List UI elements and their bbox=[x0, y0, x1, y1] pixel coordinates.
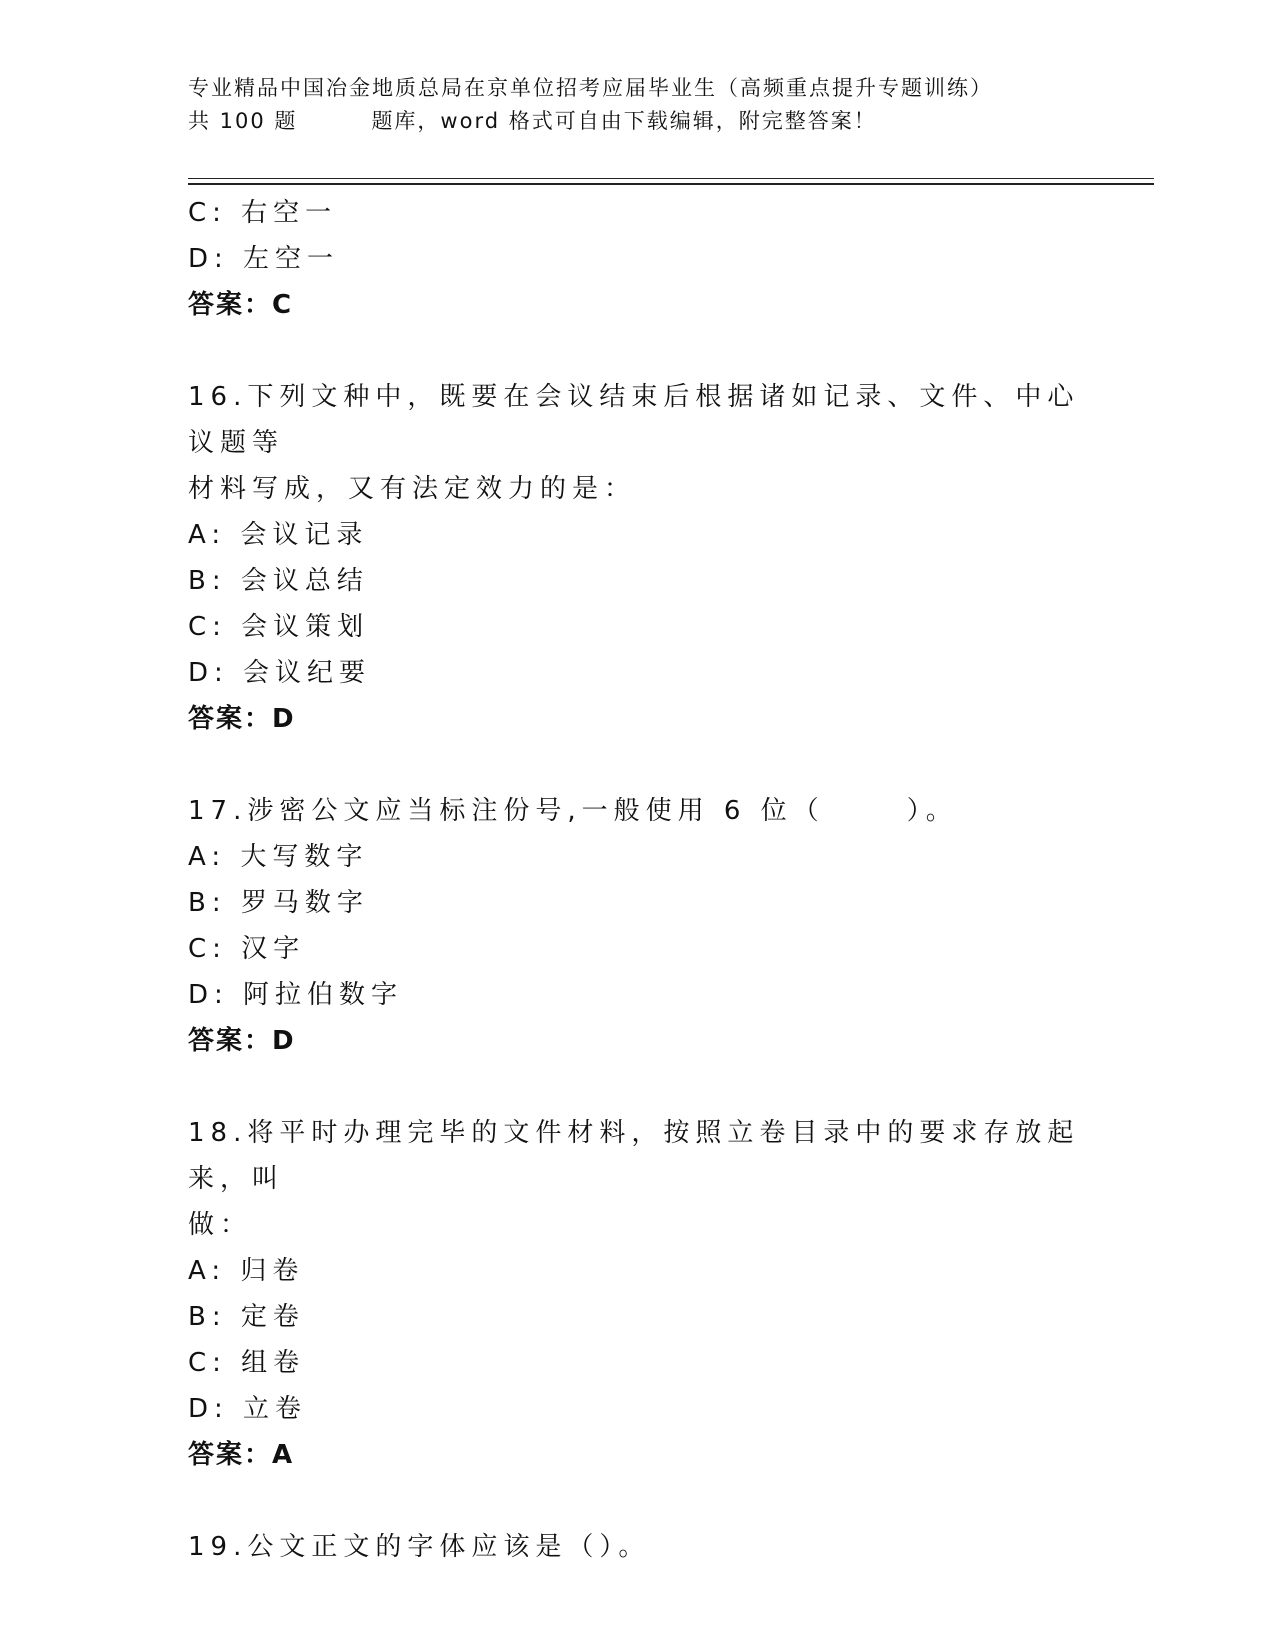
question-stem-line: 16.下列文种中，既要在会议结束后根据诸如记录、文件、中心议题等 bbox=[188, 382, 1080, 458]
question-19-stem: 19.公文正文的字体应该是（）。 bbox=[188, 1532, 651, 1562]
page-header bbox=[188, 72, 1088, 138]
question-list bbox=[188, 190, 1088, 1570]
option-c: C: 汉字 bbox=[188, 934, 306, 964]
option-b: B: 会议总结 bbox=[188, 566, 369, 596]
question-stem-line: 材料写成，又有法定效力的是： bbox=[188, 474, 637, 504]
option-c: C: 会议策划 bbox=[188, 612, 370, 642]
header-description: 题库，word 格式可自由下载编辑，附完整答案！ bbox=[371, 109, 877, 133]
option-c: C: 右空一 bbox=[188, 198, 338, 228]
option-b: B: 定卷 bbox=[188, 1302, 305, 1332]
header-subtitle bbox=[188, 105, 1088, 138]
option-a: A: 大写数字 bbox=[188, 842, 369, 872]
header-title: 专业精品中国冶金地质总局在京单位招考应届毕业生（高频重点提升专题训练） bbox=[188, 76, 993, 100]
answer: 答案：A bbox=[188, 1440, 295, 1470]
answer: 答案：C bbox=[188, 290, 294, 320]
header-rule-thick bbox=[188, 183, 1154, 185]
question-16-stem bbox=[188, 374, 1088, 512]
question-17-stem bbox=[188, 788, 1088, 834]
question-stem-line: 18.将平时办理完毕的文件材料，按照立卷目录中的要求存放起来，叫 bbox=[188, 1118, 1080, 1194]
answer: 答案：D bbox=[188, 704, 296, 734]
question-stem-line: 做： bbox=[188, 1210, 253, 1240]
option-b: B: 罗马数字 bbox=[188, 888, 369, 918]
option-c: C: 组卷 bbox=[188, 1348, 306, 1378]
header-rule bbox=[188, 178, 1154, 179]
option-a: A: 会议记录 bbox=[188, 520, 369, 550]
option-d: D: 左空一 bbox=[188, 244, 340, 274]
question-18-stem bbox=[188, 1110, 1088, 1248]
question-stem-text: 17.涉密公文应当标注份号,一般使用 6 位（ bbox=[188, 796, 825, 826]
option-d: D: 阿拉伯数字 bbox=[188, 980, 404, 1010]
option-a: A: 归卷 bbox=[188, 1256, 305, 1286]
option-d: D: 立卷 bbox=[188, 1394, 308, 1424]
option-d: D: 会议纪要 bbox=[188, 658, 372, 688]
question-stem-text: ）。 bbox=[906, 796, 958, 826]
answer: 答案：D bbox=[188, 1026, 296, 1056]
header-question-count: 共 100 题 bbox=[188, 109, 298, 133]
